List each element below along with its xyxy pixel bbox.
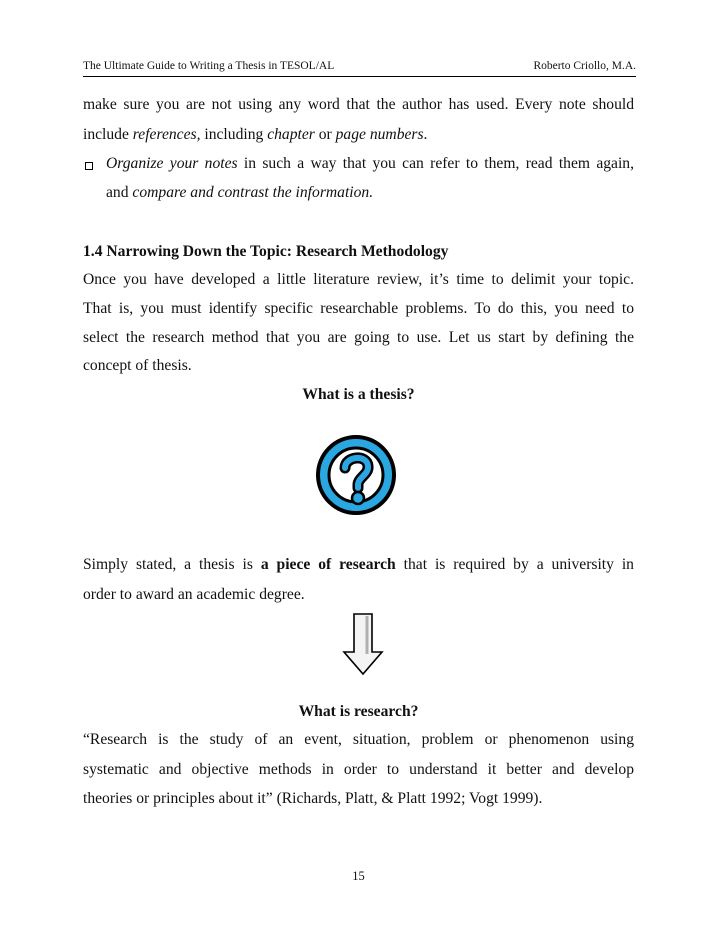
quote-line: systematic and objective methods in order to understand it better and develop <box>83 761 634 778</box>
question-heading: What is research? <box>298 703 419 720</box>
page-number: 15 <box>352 869 365 883</box>
paragraph-line: order to award an academic degree. <box>83 586 305 603</box>
header-author: Roberto Criollo, M.A. <box>533 60 636 72</box>
paragraph-line: concept of thesis. <box>83 357 192 374</box>
section-heading: 1.4 Narrowing Down the Topic: Research Methodology <box>83 243 449 260</box>
question-heading: What is a thesis? <box>302 386 415 403</box>
question-mark-icon <box>313 432 399 518</box>
down-arrow-icon <box>342 612 384 676</box>
running-header <box>83 60 636 77</box>
header-title: The Ultimate Guide to Writing a Thesis in TESOL/AL <box>83 60 335 72</box>
bullet-square-icon <box>85 159 97 171</box>
paragraph-line: include references, including chapter or page numbers. <box>83 126 428 143</box>
quote-line: “Research is the study of an event, situation, problem or phenomenon using <box>83 731 634 748</box>
bullet-line: Organize your notes in such a way that you can refer to them, read them again, <box>106 155 634 172</box>
paragraph-line: Simply stated, a thesis is a piece of research that is required by a university in <box>83 556 634 573</box>
paragraph-line: make sure you are not using any word that the author has used. Every note should <box>83 96 634 113</box>
bullet-line: and compare and contrast the information. <box>106 184 374 201</box>
paragraph-line: That is, you must identify specific researchable problems. To do this, you need to <box>83 300 634 317</box>
paragraph-line: Once you have developed a little literature review, it’s time to delimit your topic. <box>83 271 634 288</box>
quote-line: theories or principles about it” (Richards, Platt, & Platt 1992; Vogt 1999). <box>83 790 543 807</box>
paragraph-line: select the research method that you are going to use. Let us start by defining the <box>83 329 634 346</box>
